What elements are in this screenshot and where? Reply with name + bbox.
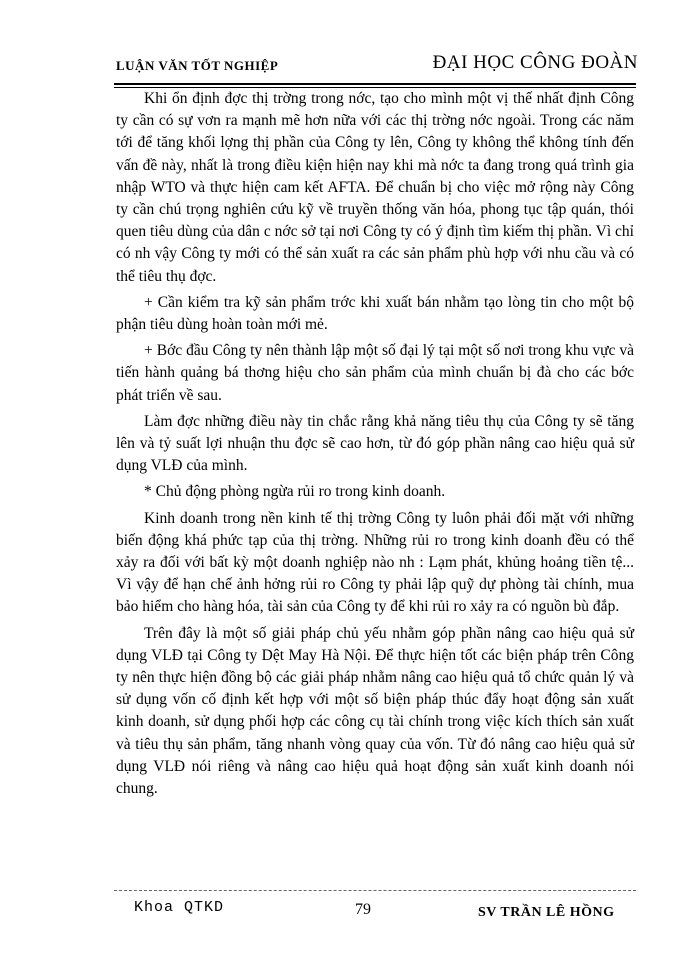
paragraph-risk-heading: * Chủ động phòng ngừa rủi ro trong kinh doanh. — [144, 483, 446, 501]
footer-divider — [114, 890, 636, 891]
body-text — [116, 88, 634, 804]
footer-student-name: SV TRẦN LÊ HỒNG — [478, 905, 615, 920]
header-university-name: ĐẠI HỌC CÔNG ĐOÀN — [432, 52, 638, 73]
footer-faculty: Khoa QTKD — [134, 899, 225, 916]
paragraph-outcome: Làm đợc những điều này tin chắc rằng khả năng tiêu thụ của Công ty sẽ tăng lên và tỷ suất lợi nhuận thu đợc sẽ cao hơn, từ đó góp phần nâng cao hiệu quả sử dụng VLĐ của mình. — [116, 412, 634, 475]
paragraph-risk: Kinh doanh trong nền kinh tế thị trờng Công ty luôn phải đối mặt với những biến động khá phức tạp của thị trờng. Những rủi ro trong kinh doanh đều có thể xảy ra đối với bất kỳ một doanh nghiệp nào nh : Lạm phát, khủng hoảng tiền tệ... Vì vậy để hạn chế ảnh hởng rủi ro Công ty phải lập quỹ dự phòng tài chính, mua bảo hiểm cho hàng hóa, tài sản của Công ty để khi rủi ro xảy ra có nguồn bù đắp. — [116, 509, 634, 616]
header-divider — [114, 83, 636, 85]
page-number: 79 — [355, 901, 371, 918]
header-thesis-label: LUẬN VĂN TỐT NGHIỆP — [116, 58, 279, 73]
paragraph-expansion: Khi ổn định đợc thị trờng trong nớc, tạo cho mình một vị thế nhất định Công ty cần có sự vơn ra mạnh mẽ hơn nữa với các thị trờng nớc ngoài. Trong các năm tới để tăng khối lợng thị phần của Công ty lên, Công ty không thể không tính đến vấn đề này, nhất là trong điều kiện hiện nay khi mà nớc ta đang trong quá trình gia nhập WTO và thực hiện cam kết AFTA. Để chuẩn bị cho việc mở rộng này Công ty cần chú trọng nghiên cứu kỹ về truyền thống văn hóa, phong tục tập quán, thói quen tiêu dùng của dân c nớc sở tại nơi Công ty có ý định tìm kiếm thị phần. Vì chỉ có nh vậy Công ty mới có thể sản xuất ra các sản phẩm phù hợp với nhu cầu và có thể tiêu thụ đợc. — [116, 90, 634, 285]
paragraph-conclusion: Trên đây là một số giải pháp chủ yếu nhằm góp phần nâng cao hiệu quả sử dụng VLĐ tại Công ty Dệt May Hà Nội. Để thực hiện tốt các biện pháp trên Công ty nên thực hiện đồng bộ các giải pháp nhằm nâng cao hiệu quả tổ chức quản lý và sử dụng vốn cố định kết hợp với một số biện pháp thúc đẩy hoạt động sản xuất kinh doanh, sử dụng phối hợp các công cụ tài chính trong việc kích thích sản xuất và tiêu thụ sản phẩm, tăng nhanh vòng quay của vốn. Từ đó nâng cao hiệu quả sử dụng VLĐ nói riêng và nâng cao hiệu quả hoạt động sản xuất kinh doanh nói chung. — [116, 624, 634, 798]
paragraph-agents: + Bớc đầu Công ty nên thành lập một số đại lý tại một số nơi trong khu vực và tiến hành quảng bá thơng hiệu cho sản phẩm của mình chuẩn bị đà cho các bớc phát triển về sau. — [116, 342, 634, 404]
paragraph-quality-check: + Cần kiểm tra kỹ sản phẩm trớc khi xuất bán nhằm tạo lòng tin cho một bộ phận tiêu dùng hoàn toàn mới mẻ. — [116, 293, 634, 334]
